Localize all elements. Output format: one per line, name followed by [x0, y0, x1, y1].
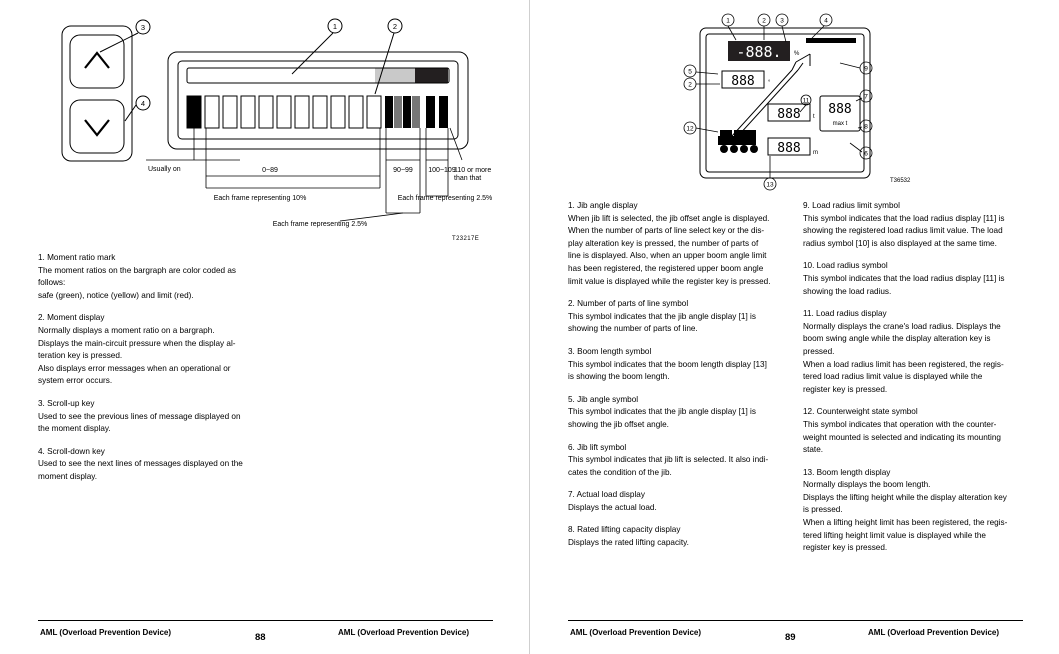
svg-text:Each frame representing 2.5%: Each frame representing 2.5%: [272, 221, 368, 228]
svg-text:888: 888: [777, 141, 801, 156]
text-paragraph: [38, 252, 278, 302]
paragraph-line: Used to see the next lines of messages displayed on the: [38, 459, 243, 469]
svg-text:888: 888: [731, 74, 755, 89]
right-footer-rule: [568, 620, 1023, 621]
svg-text:3: 3: [140, 23, 146, 32]
paragraph-line: Also displays error messages when an operational or: [38, 363, 231, 373]
paragraph-heading: 10. Load radius symbol: [803, 261, 888, 271]
paragraph-line: system error occurs.: [38, 376, 113, 386]
page-left: [0, 0, 529, 654]
paragraph-line: The moment ratios on the bargraph are color coded as: [38, 265, 236, 275]
paragraph-heading: 7. Actual load display: [568, 490, 645, 500]
paragraph-line: showing the number of parts of line.: [568, 324, 698, 334]
text-paragraph: [38, 312, 278, 388]
svg-text:than that: than that: [454, 175, 482, 182]
paragraph-line: This symbol indicates that the jib angle display [1] is: [568, 407, 756, 417]
svg-text:100~109: 100~109: [428, 167, 456, 174]
paragraph-heading: 2. Moment display: [38, 313, 105, 323]
paragraph-line: tered load radius limit value is displayed while the: [803, 372, 983, 382]
left-page-number: 88: [255, 632, 266, 643]
svg-text:0~89: 0~89: [262, 167, 278, 174]
page-right: [530, 0, 1059, 654]
paragraph-heading: 3. Boom length symbol: [568, 346, 652, 356]
paragraph-heading: 12. Counterweight state symbol: [803, 407, 918, 417]
paragraph-line: This symbol indicates that operation with the counter-: [803, 419, 997, 429]
paragraph-heading: 4. Scroll-down key: [38, 446, 105, 456]
svg-text:11: 11: [802, 97, 810, 105]
svg-text:-888.: -888.: [736, 43, 782, 61]
text-paragraph: [803, 467, 1031, 555]
paragraph-line: line is displayed. Also, when an upper boom angle limit: [568, 251, 767, 261]
left-footer-right: AML (Overload Prevention Device): [338, 628, 469, 637]
paragraph-line: teration key is pressed.: [38, 351, 123, 361]
svg-text:3: 3: [780, 17, 784, 25]
paragraph-line: moment display.: [38, 471, 98, 481]
paragraph-line: Normally displays a moment ratio on a bargraph.: [38, 325, 215, 335]
paragraph-line: showing the jib offset angle.: [568, 419, 669, 429]
paragraph-heading: 6. Jib lift symbol: [568, 442, 627, 452]
paragraph-line: boom swing angle while the display alteration key is: [803, 334, 991, 344]
paragraph-heading: 3. Scroll-up key: [38, 398, 95, 408]
paragraph-line: radius symbol [10] is also displayed at the same time.: [803, 238, 997, 248]
svg-text:5: 5: [688, 68, 692, 76]
svg-text:°: °: [768, 80, 771, 86]
right-text-column-1: [568, 200, 796, 560]
svg-text:9: 9: [864, 65, 868, 73]
paragraph-line: When a load radius limit has been registered, the regis-: [803, 359, 1004, 369]
paragraph-line: is pressed.: [803, 505, 843, 515]
paragraph-line: safe (green), notice (yellow) and limit (red).: [38, 290, 194, 300]
svg-text:4: 4: [140, 99, 146, 108]
svg-text:t: t: [813, 114, 815, 120]
svg-text:2: 2: [688, 81, 692, 89]
paragraph-line: Displays the lifting height while the display alteration key: [803, 492, 1007, 502]
svg-text:2: 2: [762, 17, 766, 25]
paragraph-line: showing the load radius.: [803, 286, 892, 296]
svg-text:90~99: 90~99: [393, 167, 413, 174]
svg-text:1: 1: [332, 22, 338, 31]
paragraph-line: state.: [803, 445, 824, 455]
text-paragraph: [568, 298, 796, 336]
paragraph-line: This symbol indicates that jib lift is selected. It also indi-: [568, 455, 769, 465]
svg-text:13: 13: [766, 181, 774, 189]
svg-text:Each frame representing 2.5%: Each frame representing 2.5%: [397, 195, 493, 202]
paragraph-line: When the number of parts of line select key or the dis-: [568, 226, 765, 236]
svg-text:1: 1: [726, 17, 730, 25]
figure-aml-display: [660, 8, 920, 193]
svg-text:Usually on: Usually on: [148, 166, 181, 173]
svg-text:6: 6: [864, 150, 868, 158]
figure-moment-display: [30, 8, 510, 243]
left-footer-left: AML (Overload Prevention Device): [40, 628, 171, 637]
text-paragraph: [803, 200, 1031, 250]
paragraph-line: has been registered, the registered upper boom angle: [568, 263, 764, 273]
paragraph-heading: 8. Rated lifting capacity display: [568, 525, 681, 535]
paragraph-line: weight mounted is selected and indicating its mounting: [803, 432, 1001, 442]
text-paragraph: [568, 200, 796, 288]
paragraph-heading: 11. Load radius display: [803, 309, 887, 319]
paragraph-line: limit value is displayed while the register key is pressed.: [568, 276, 771, 286]
svg-text:T36532: T36532: [890, 178, 911, 184]
paragraph-line: Displays the rated lifting capacity.: [568, 538, 689, 548]
paragraph-heading: 1. Moment ratio mark: [38, 253, 116, 262]
paragraph-line: When a lifting height limit has been registered, the regis-: [803, 518, 1008, 528]
paragraph-line: the moment display.: [38, 424, 111, 434]
right-text-column-2: [803, 200, 1031, 565]
left-figure-code: T23217E: [452, 236, 480, 242]
paragraph-line: is showing the boom length.: [568, 372, 670, 382]
text-paragraph: [803, 260, 1031, 298]
paragraph-line: register key is pressed.: [803, 384, 888, 394]
svg-text:888: 888: [828, 102, 852, 117]
right-page-number: 89: [785, 632, 796, 643]
paragraph-heading: 5. Jib angle symbol: [568, 394, 639, 404]
paragraph-line: Displays the main-circuit pressure when the display al-: [38, 338, 236, 348]
svg-text:888: 888: [777, 107, 801, 122]
paragraph-line: When jib lift is selected, the jib offset angle is displayed.: [568, 213, 770, 223]
paragraph-line: This symbol indicates that the jib angle display [1] is: [568, 311, 756, 321]
paragraph-line: Used to see the previous lines of message displayed on: [38, 411, 241, 421]
paragraph-line: Normally displays the crane's load radius. Displays the: [803, 321, 1001, 331]
svg-text:110 or more: 110 or more: [454, 167, 492, 174]
svg-text:4: 4: [824, 17, 828, 25]
paragraph-heading: 9. Load radius limit symbol: [803, 201, 900, 210]
paragraph-line: pressed.: [803, 346, 835, 356]
svg-text:m: m: [813, 150, 818, 156]
text-paragraph: [568, 442, 796, 480]
paragraph-line: Displays the actual load.: [568, 502, 657, 512]
text-paragraph: [803, 308, 1031, 396]
left-text-column: [38, 252, 278, 494]
svg-text:2: 2: [392, 22, 398, 31]
text-paragraph: [568, 524, 796, 549]
paragraph-line: This symbol indicates that the boom length display [13]: [568, 359, 767, 369]
paragraph-line: This symbol indicates that the load radius display [11] is: [803, 273, 1005, 283]
paragraph-heading: 13. Boom length display: [803, 467, 891, 477]
svg-text:7: 7: [864, 93, 868, 101]
paragraph-heading: 2. Number of parts of line symbol: [568, 299, 689, 309]
paragraph-line: follows:: [38, 278, 66, 288]
paragraph-line: tered lifting height limit value is displayed while the: [803, 530, 986, 540]
paragraph-heading: 1. Jib angle display: [568, 201, 638, 210]
paragraph-line: play alteration key is pressed, the number of parts of: [568, 238, 759, 248]
paragraph-line: register key is pressed.: [803, 543, 888, 553]
paragraph-line: This symbol indicates that the load radius display [11] is: [803, 213, 1005, 223]
left-footer-rule: [38, 620, 493, 621]
svg-text:12: 12: [686, 125, 694, 133]
text-paragraph: [568, 394, 796, 432]
text-paragraph: [568, 489, 796, 514]
svg-text:%: %: [794, 51, 800, 57]
paragraph-line: showing the registered load radius limit value. The load: [803, 226, 1003, 236]
right-footer-left: AML (Overload Prevention Device): [570, 628, 701, 637]
text-paragraph: [38, 446, 278, 484]
svg-text:8: 8: [864, 123, 868, 131]
text-paragraph: [568, 346, 796, 384]
text-paragraph: [38, 398, 278, 436]
paragraph-line: Normally displays the boom length.: [803, 480, 931, 490]
right-footer-right: AML (Overload Prevention Device): [868, 628, 999, 637]
svg-text:max t: max t: [832, 121, 848, 127]
svg-text:Each frame representing 10%: Each frame representing 10%: [213, 195, 307, 202]
text-paragraph: [803, 406, 1031, 456]
paragraph-line: cates the condition of the jib.: [568, 467, 672, 477]
